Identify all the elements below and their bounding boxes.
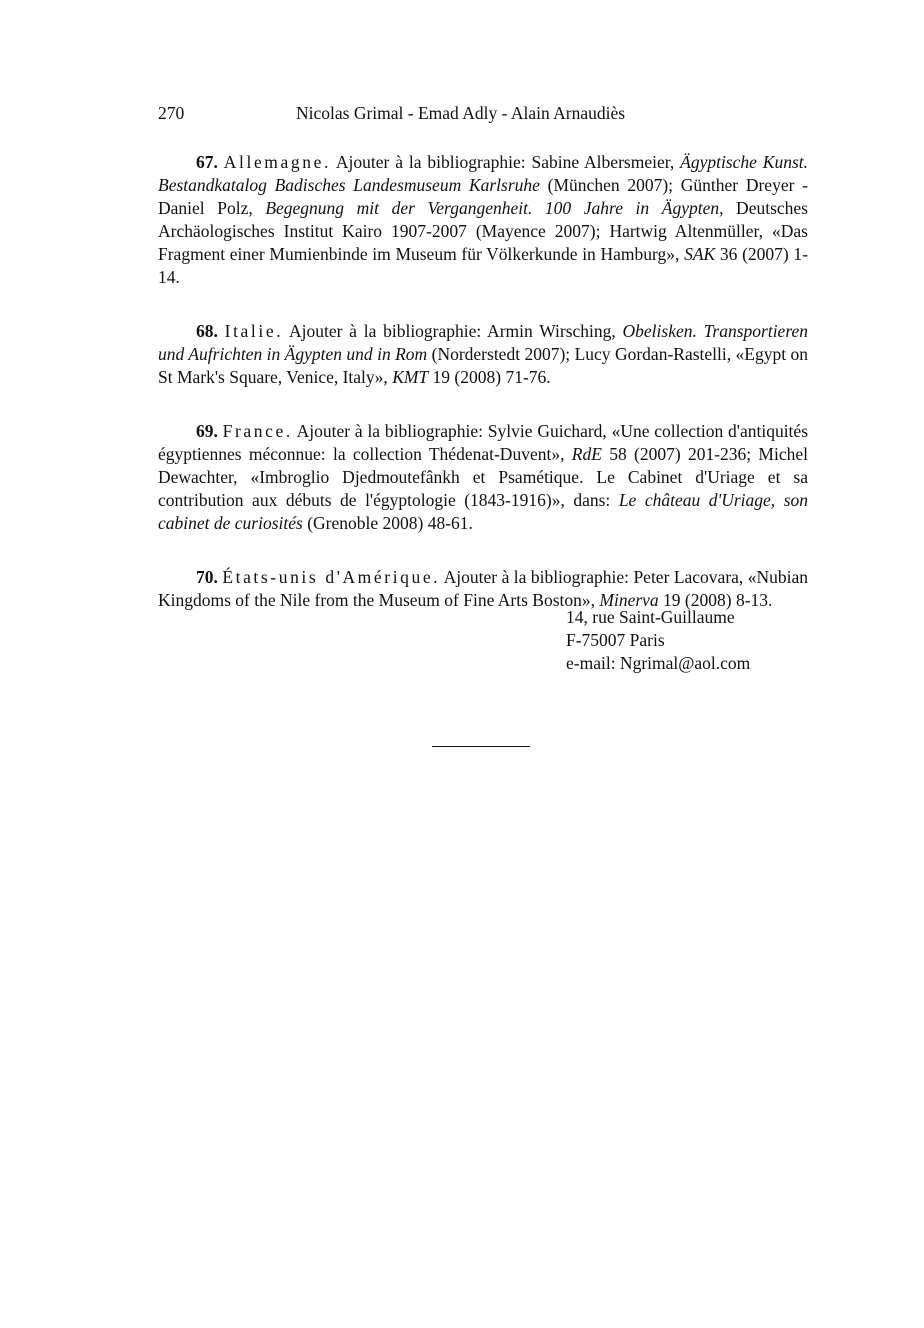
author-address: [566, 606, 750, 675]
entry-text: (Grenoble 2008) 48-61.: [302, 513, 473, 533]
bibliography-entries: [158, 151, 808, 643]
entry-68: [158, 320, 808, 389]
entry-country: Allemagne.: [223, 152, 331, 172]
entry-text: Ajouter à la bibliographie: Sylvie Guichard, «Une collection d'antiquités égyptiennes méconnue: la collection Thédenat-Duvent»,: [158, 421, 808, 464]
entry-text-italic: Obelisken. Transportieren und Aufrichten in Ägypten und in Rom: [158, 321, 809, 364]
entry-text-italic: Minerva: [599, 590, 659, 610]
address-city: F-75007 Paris: [566, 630, 665, 650]
entry-text: 36 (2007) 1-14.: [158, 244, 809, 287]
entry-text: Ajouter à la bibliographie: Armin Wirsching,: [283, 321, 623, 341]
entry-text: (München 2007); Günther Dreyer - Daniel Polz,: [158, 175, 808, 218]
entry-text: Ajouter à la bibliographie: Sabine Albersmeier,: [330, 152, 681, 172]
entry-text-italic: Le château d'Uriage, son cabinet de curiosités: [158, 490, 809, 533]
entry-69: [158, 420, 808, 535]
entry-text: 58 (2007) 201-236; Michel Dewachter, «Imbroglio Djedmoutefânkh et Psamétique. Le Cabinet d'Uriage et sa contribution aux débuts de l'égyptologie (1843-1916)», dans:: [158, 444, 808, 510]
entry-text-italic: SAK: [684, 244, 716, 264]
entry-text: 19 (2008) 71-76.: [428, 367, 551, 387]
entry-number: 70.: [196, 567, 218, 587]
entry-country: États-unis d'Amérique.: [222, 567, 441, 587]
entry-country: France.: [222, 421, 293, 441]
entry-text-italic: RdE: [571, 444, 602, 464]
entry-text: 19 (2008) 8-13.: [658, 590, 773, 610]
entry-number: 67.: [196, 152, 218, 172]
entry-number: 69.: [196, 421, 218, 441]
address-email: e-mail: Ngrimal@aol.com: [566, 653, 751, 673]
entry-text-italic: KMT: [392, 367, 429, 387]
page-number: 270: [158, 103, 185, 123]
entry-number: 68.: [196, 321, 218, 341]
running-head: [158, 100, 808, 126]
entry-text: (Norderstedt 2007); Lucy Gordan-Rastelli, «Egypt on St Mark's Square, Venice, Italy»,: [158, 344, 808, 387]
entry-text-italic: Begegnung mit der Vergangenheit. 100 Jahre in Ägypten,: [265, 198, 724, 218]
entry-67: [158, 151, 808, 289]
entry-text: Deutsches Archäologisches Institut Kairo 1907-2007 (Mayence 2007); Hartwig Altenmüller, «Das Fragment einer Mumienbinde im Museum für Völkerkunde in Hamburg»,: [158, 198, 808, 264]
running-head-authors: Nicolas Grimal - Emad Adly - Alain Arnaudiès: [296, 103, 626, 123]
entry-text-italic: Ägyptische Kunst. Bestandkatalog Badisches Landesmuseum Karlsruhe: [158, 152, 809, 195]
entry-text: Ajouter à la bibliographie: Peter Lacovara, «Nubian Kingdoms of the Nile from the Museum of Fine Arts Boston»,: [158, 567, 809, 610]
end-rule: [432, 746, 530, 747]
entry-country: Italie.: [224, 321, 284, 341]
address-street: 14, rue Saint-Guillaume: [566, 607, 735, 627]
